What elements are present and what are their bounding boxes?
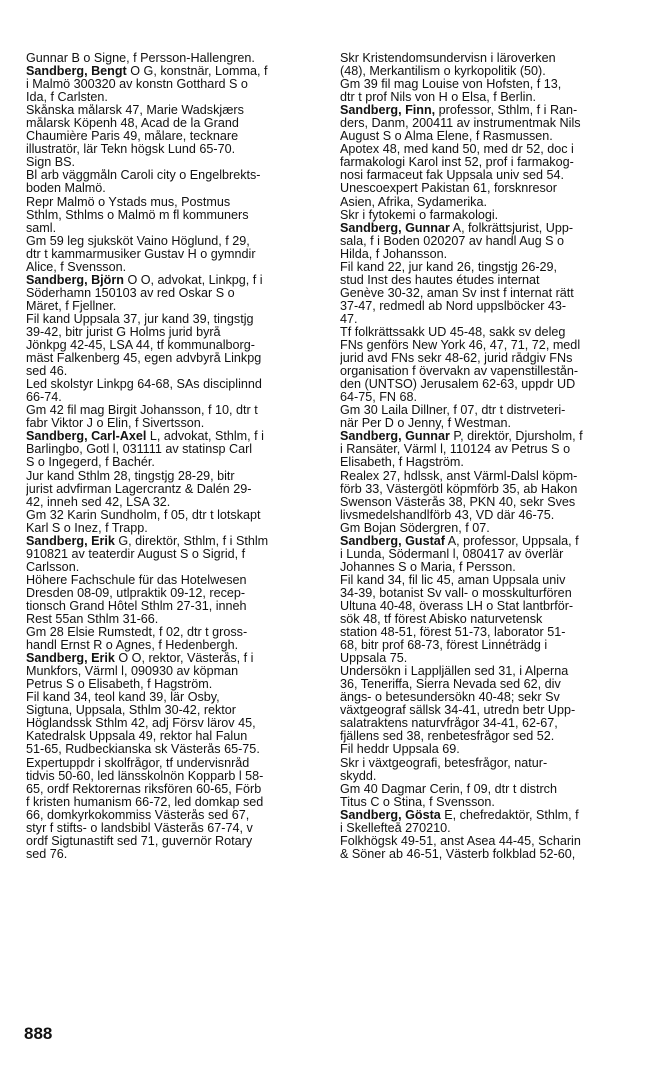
line-text: Katedralsk Uppsala 49, rektor hal Falun — [26, 730, 248, 744]
line-text: salatraktens naturvfrågor 34-41, 62-67, — [340, 717, 558, 731]
text-line — [340, 91, 630, 104]
text-line — [26, 404, 319, 417]
line-text: Titus C o Stina, f Svensson. — [340, 795, 495, 809]
line-text: G, direktör, Sthlm, f i Sthlm — [114, 534, 269, 548]
text-line — [340, 417, 630, 430]
line-text: Fil kand 34, fil lic 45, aman Uppsala univ — [340, 573, 566, 587]
text-line — [340, 209, 630, 222]
text-line — [340, 156, 630, 169]
line-text: Folkhögsk 49-51, anst Asea 44-45, Scharin — [340, 834, 581, 848]
line-text: Söderhamn 150103 av red Oskar S o — [26, 286, 235, 300]
line-text: mäst Falkenberg 45, egen advbyrå Linkpg — [26, 352, 262, 366]
line-text: Gm 59 leg sjuksköt Vaino Höglund, f 29, — [26, 234, 250, 248]
text-line — [26, 222, 319, 235]
line-text: 65, ordf Rektorernas riksfören 60-65, Förb — [26, 782, 262, 796]
line-text: i Ransäter, Värml l, 110124 av Petrus S o — [340, 443, 571, 457]
text-line — [340, 235, 630, 248]
entry-heading-line — [26, 430, 319, 443]
line-text: fabr Viktor J o Elin, f Sivertsson. — [26, 417, 205, 431]
line-text: Realex 27, hdlssk, anst Värml-Dalsl köpm- — [340, 469, 578, 483]
text-line — [26, 548, 319, 561]
line-text: ängs- o betesundersökn 40-48; sekr Sv — [340, 691, 560, 705]
right-column — [340, 52, 630, 861]
line-text: målarsk Köpenh 48, Acad de la Grand — [26, 117, 239, 131]
text-line — [26, 156, 319, 169]
line-text: i Malmö 300320 av konstn Gotthard S o — [26, 78, 248, 92]
entry-heading-line — [340, 222, 630, 235]
text-line — [26, 704, 319, 717]
line-text: skydd. — [340, 769, 377, 783]
line-text: Chaumière Paris 49, målare, tecknare — [26, 130, 239, 144]
line-text: P, direktör, Djursholm, f — [449, 430, 583, 444]
text-line — [26, 848, 319, 861]
line-text: station 48-51, förest 51-73, laborator 51- — [340, 626, 566, 640]
entry-name: Sandberg, Gunnar — [340, 221, 450, 235]
line-text: tidvis 50-60, led länsskolnön Kopparb l 58- — [26, 769, 264, 783]
line-text: E, chefredaktör, Sthlm, f — [440, 808, 579, 822]
entry-name: Sandberg, Erik — [26, 534, 115, 548]
line-text: Sigtuna, Uppsala, Sthlm 30-42, rektor — [26, 704, 237, 718]
line-text: i Skellefteå 270210. — [340, 821, 451, 835]
line-text: O G, konstnär, Lomma, f — [126, 65, 268, 79]
text-line — [26, 326, 319, 339]
line-text: förb 33, Västergötl köpmförb 35, ab Hakon — [340, 482, 578, 496]
line-text: farmakologi Karol inst 52, prof i farmakog- — [340, 156, 574, 170]
text-line — [340, 835, 630, 848]
line-text: fjällens sed 38, renbetesfrågor sed 52. — [340, 730, 555, 744]
line-text: Johannes S o Maria, f Persson. — [340, 560, 516, 574]
text-line — [340, 509, 630, 522]
text-line — [26, 391, 319, 404]
line-text: ders, Danm, 200411 av instrumentmak Nils — [340, 117, 581, 131]
line-text: Tf folkrättssakk UD 45-48, sakk sv deleg — [340, 325, 566, 339]
entry-name: Sandberg, Carl-Axel — [26, 430, 147, 444]
text-line — [26, 235, 319, 248]
page-number: 888 — [24, 1024, 53, 1043]
line-text: Led skolstyr Linkpg 64-68, SAs disciplinnd — [26, 378, 262, 392]
line-text: Hilda, f Johansson. — [340, 247, 448, 261]
text-line — [340, 496, 630, 509]
line-text: i Lunda, Södermanl l, 080417 av överlär — [340, 547, 564, 561]
line-text: dtr t kammarmusiker Gustav H o gymndir — [26, 247, 256, 261]
line-text: Expertuppdr i skolfrågor, tf undervisnråd — [26, 756, 250, 770]
line-text: Fil kand 22, jur kand 26, tingstjg 26-29, — [340, 260, 558, 274]
line-text: Gm 32 Karin Sundholm, f 05, dtr t lotskapt — [26, 508, 261, 522]
text-line — [26, 52, 319, 65]
text-line — [340, 196, 630, 209]
text-line — [26, 639, 319, 652]
line-text: Jönkpg 42-45, LSA 44, tf kommunalborg- — [26, 339, 255, 353]
text-line — [340, 378, 630, 391]
line-text: A, folkrättsjurist, Upp- — [449, 221, 574, 235]
line-text: 34-39, botanist Sv vall- o mosskulturfören — [340, 586, 572, 600]
line-text: Apotex 48, med kand 50, med dr 52, doc i — [340, 143, 574, 157]
line-text: Gm 28 Elsie Rumstedt, f 02, dtr t gross- — [26, 626, 248, 640]
text-line — [26, 809, 319, 822]
line-text: Repr Malmö o Ystads mus, Postmus — [26, 195, 231, 209]
text-line — [340, 600, 630, 613]
text-line — [26, 300, 319, 313]
line-text: Munkfors, Värml l, 090930 av köpman — [26, 665, 239, 679]
line-text: Uppsala 75. — [340, 652, 408, 666]
line-text: Skr i fytokemi o farmakologi. — [340, 208, 499, 222]
entry-name: Sandberg, Finn, — [340, 104, 436, 118]
text-line — [26, 130, 319, 143]
text-line — [340, 130, 630, 143]
line-text: 42, inneh sed 42, LSA 32. — [26, 495, 171, 509]
text-line — [340, 287, 630, 300]
entry-name: Sandberg, Gunnar — [340, 430, 450, 444]
line-text: den (UNTSO) Jerusalem 62-63, uppdr UD — [340, 378, 576, 392]
entry-heading-line — [340, 535, 630, 548]
text-line — [26, 196, 319, 209]
text-line — [340, 548, 630, 561]
entry-name: Sandberg, Erik — [26, 652, 115, 666]
text-line — [340, 443, 630, 456]
line-text: handl Ernst R o Agnes, f Hedenbergh. — [26, 639, 239, 653]
line-text: sala, f i Boden 020207 av handl Aug S o — [340, 234, 565, 248]
entry-heading-line — [340, 104, 630, 117]
text-line — [26, 91, 319, 104]
text-line — [26, 352, 319, 365]
entry-name: Sandberg, Gustaf — [340, 534, 445, 548]
text-line — [26, 261, 319, 274]
text-line — [340, 352, 630, 365]
line-text: Unescoexpert Pakistan 61, forsknresor — [340, 182, 557, 196]
text-line — [340, 52, 630, 65]
text-line — [340, 391, 630, 404]
text-line — [340, 730, 630, 743]
text-line — [26, 600, 319, 613]
line-text: 64-75, FN 68. — [340, 391, 418, 405]
text-line — [26, 182, 319, 195]
line-text: Gm 40 Dagmar Cerin, f 09, dtr t distrch — [340, 782, 557, 796]
entry-heading-line — [26, 652, 319, 665]
entry-name: Sandberg, Björn — [26, 273, 124, 287]
entry-name: Sandberg, Gösta — [340, 808, 441, 822]
text-line — [26, 509, 319, 522]
line-text: 910821 av teaterdir August S o Sigrid, f — [26, 547, 246, 561]
text-line — [340, 770, 630, 783]
text-line — [340, 626, 630, 639]
text-line — [340, 274, 630, 287]
line-text: när Per D o Jenny, f Westman. — [340, 417, 512, 431]
line-text: f kristen humanism 66-72, led domkap sed — [26, 795, 264, 809]
line-text: Rest 55an Sthlm 31-66. — [26, 613, 159, 627]
entry-name: Sandberg, Bengt — [26, 65, 127, 79]
text-line — [340, 404, 630, 417]
line-text: Asien, Afrika, Sydamerika. — [340, 195, 487, 209]
text-line — [340, 300, 630, 313]
line-text: Gm 30 Laila Dillner, f 07, dtr t distrveteri- — [340, 404, 566, 418]
text-line — [340, 574, 630, 587]
text-line — [26, 496, 319, 509]
text-line — [340, 470, 630, 483]
line-text: August S o Alma Elene, f Rasmussen. — [340, 130, 553, 144]
left-column — [26, 52, 319, 861]
text-line — [340, 143, 630, 156]
text-line — [26, 678, 319, 691]
text-line — [26, 574, 319, 587]
text-line — [340, 117, 630, 130]
text-line — [26, 313, 319, 326]
line-text: (48), Merkantilism o kyrkopolitik (50). — [340, 65, 546, 79]
line-text: Fil kand Uppsala 37, jur kand 39, tingstjg — [26, 312, 254, 326]
line-text: växtgeograf sällsk 34-41, utredn betr Upp- — [340, 704, 576, 718]
entry-heading-line — [340, 430, 630, 443]
text-line — [340, 665, 630, 678]
text-line — [26, 143, 319, 156]
line-text: Ida, f Carlsten. — [26, 91, 108, 105]
line-text: dtr t prof Nils von H o Elsa, f Berlin. — [340, 91, 536, 105]
line-text: Genève 30-32, aman Sv inst f internat rätt — [340, 286, 574, 300]
text-line — [340, 704, 630, 717]
text-line — [340, 587, 630, 600]
line-text: Dresden 08-09, utlpraktik 09-12, recep- — [26, 586, 246, 600]
line-text: jurist advfirman Lagercrantz & Dalén 29- — [26, 482, 252, 496]
line-text: saml. — [26, 221, 57, 235]
line-text: 68, bitr prof 68-73, förest Linnéträdg i — [340, 639, 548, 653]
line-text: O O, advokat, Linkpg, f i — [123, 273, 263, 287]
line-text: 51-65, Rudbeckianska sk Västerås 65-75. — [26, 743, 260, 757]
line-text: 66, domkyrkokommiss Västerås sed 67, — [26, 808, 250, 822]
text-line — [340, 261, 630, 274]
text-line — [26, 365, 319, 378]
text-line — [340, 717, 630, 730]
line-text: O O, rektor, Västerås, f i — [114, 652, 254, 666]
text-line — [26, 456, 319, 469]
entry-heading-line — [26, 535, 319, 548]
text-line — [26, 613, 319, 626]
line-text: Swenson Västerås 38, PKN 40, sekr Sves — [340, 495, 576, 509]
line-text: Höhere Fachschule für das Hotelwesen — [26, 573, 247, 587]
line-text: Märet, f Fjellner. — [26, 299, 117, 313]
text-line — [26, 378, 319, 391]
text-line — [340, 182, 630, 195]
text-line — [26, 587, 319, 600]
text-line — [340, 796, 630, 809]
entry-heading-line — [340, 809, 630, 822]
line-text: tionsch Grand Hôtel Sthlm 27-31, inneh — [26, 599, 247, 613]
text-line — [26, 287, 319, 300]
entry-heading-line — [26, 274, 319, 287]
text-line — [26, 104, 319, 117]
text-line — [26, 717, 319, 730]
text-line — [26, 770, 319, 783]
text-line — [26, 339, 319, 352]
line-text: L, advokat, Sthlm, f i — [146, 430, 264, 444]
line-text: & Söner ab 46-51, Västerb folkblad 52-60, — [340, 847, 576, 861]
line-text: Ultuna 40-48, överass LH o Stat lantbrför- — [340, 599, 574, 613]
line-text: Skånska målarsk 47, Marie Wadskjærs — [26, 104, 244, 118]
line-text: Gm 42 fil mag Birgit Johansson, f 10, dtr t — [26, 404, 258, 418]
line-text: jurid avd FNs sekr 48-62, jurid rådgiv FNs — [340, 352, 573, 366]
line-text: 47. — [340, 312, 358, 326]
text-line — [340, 78, 630, 91]
text-line — [340, 169, 630, 182]
entry-heading-line — [26, 65, 319, 78]
text-line — [26, 743, 319, 756]
text-line — [26, 561, 319, 574]
text-line — [340, 339, 630, 352]
line-text: 66-74. — [26, 391, 62, 405]
line-text: Jur kand Sthlm 28, tingstjg 28-29, bitr — [26, 469, 235, 483]
line-text: professor, Sthlm, f i Ran- — [435, 104, 578, 118]
line-text: Alice, f Svensson. — [26, 260, 127, 274]
line-text: Bl arb väggmåln Caroli city o Engelbrekts- — [26, 169, 261, 183]
text-line — [26, 783, 319, 796]
line-text: organisation f övervakn av vapenstillestån- — [340, 365, 579, 379]
text-line — [26, 835, 319, 848]
line-text: S o Ingegerd, f Bachér. — [26, 456, 155, 470]
text-line — [340, 248, 630, 261]
text-line — [26, 730, 319, 743]
line-text: Gm 39 fil mag Louise von Hofsten, f 13, — [340, 78, 562, 92]
text-line — [340, 365, 630, 378]
text-line — [340, 326, 630, 339]
line-text: Gunnar B o Signe, f Persson-Hallengren. — [26, 52, 255, 65]
text-line — [340, 652, 630, 665]
text-line — [340, 613, 630, 626]
line-text: boden Malmö. — [26, 182, 106, 196]
line-text: Undersökn i Lappljällen sed 31, i Alperna — [340, 665, 569, 679]
line-text: livsmedelshandlförb 43, VD där 46-75. — [340, 508, 555, 522]
text-line — [340, 522, 630, 535]
text-line — [340, 822, 630, 835]
text-line — [340, 313, 630, 326]
line-text: illustratör, lär Tekn högsk Lund 65-70. — [26, 143, 236, 157]
line-text: 37-47, redmedl ab Nord uppslböcker 43- — [340, 299, 567, 313]
text-line — [26, 822, 319, 835]
line-text: styr f stifts- o landsbibl Västerås 67-74, v — [26, 821, 253, 835]
line-text: 36, Teneriffa, Sierra Nevada sed 62, div — [340, 678, 561, 692]
line-text: Petrus S o Elisabeth, f Hagström. — [26, 678, 213, 692]
line-text: 39-42, bitr jurist G Holms jurid byrå — [26, 325, 221, 339]
text-line — [26, 691, 319, 704]
line-text: Karl S o Inez, f Trapp. — [26, 521, 148, 535]
text-line — [26, 796, 319, 809]
text-line — [340, 783, 630, 796]
text-line — [26, 626, 319, 639]
text-line — [26, 169, 319, 182]
line-text: sed 46. — [26, 365, 68, 379]
text-line — [26, 443, 319, 456]
line-text: Skr i växtgeografi, betesfrågor, natur- — [340, 756, 548, 770]
text-line — [340, 691, 630, 704]
text-line — [26, 117, 319, 130]
line-text: Sthlm, Sthlms o Malmö m fl kommuners — [26, 208, 249, 222]
text-line — [340, 483, 630, 496]
text-line — [340, 639, 630, 652]
text-line — [26, 417, 319, 430]
text-line — [26, 522, 319, 535]
text-line — [340, 456, 630, 469]
line-text: ordf Sigtunastift sed 71, guvernör Rotary — [26, 834, 253, 848]
line-text: Skr Kristendomsundervisn i läroverken — [340, 52, 556, 65]
line-text: A, professor, Uppsala, f — [444, 534, 579, 548]
text-line — [26, 757, 319, 770]
line-text: Elisabeth, f Hagström. — [340, 456, 464, 470]
text-line — [26, 483, 319, 496]
text-line — [340, 678, 630, 691]
text-line — [340, 848, 630, 861]
line-text: sök 48, tf förest Abisko naturvetensk — [340, 613, 543, 627]
text-line — [26, 470, 319, 483]
text-line — [26, 209, 319, 222]
line-text: Carlsson. — [26, 560, 80, 574]
line-text: stud Inst des hautes études internat — [340, 273, 540, 287]
text-line — [340, 561, 630, 574]
text-line — [26, 248, 319, 261]
line-text: Fil heddr Uppsala 69. — [340, 743, 460, 757]
line-text: sed 76. — [26, 847, 68, 861]
line-text: FNs genförs New York 46, 47, 71, 72, medl — [340, 339, 581, 353]
text-line — [340, 65, 630, 78]
line-text: nosi farmaceut fak Uppsala univ sed 54. — [340, 169, 565, 183]
line-text: Gm Bojan Södergren, f 07. — [340, 521, 490, 535]
text-line — [26, 665, 319, 678]
line-text: Barlingbo, Gotl l, 031111 av statinsp Carl — [26, 443, 253, 457]
line-text: Höglandssk Sthlm 42, adj Försv lärov 45, — [26, 717, 256, 731]
text-line — [26, 78, 319, 91]
text-line — [340, 743, 630, 756]
line-text: Fil kand 34, teol kand 39, lär Osby, — [26, 691, 220, 705]
line-text: Sign BS. — [26, 156, 76, 170]
text-line — [340, 757, 630, 770]
